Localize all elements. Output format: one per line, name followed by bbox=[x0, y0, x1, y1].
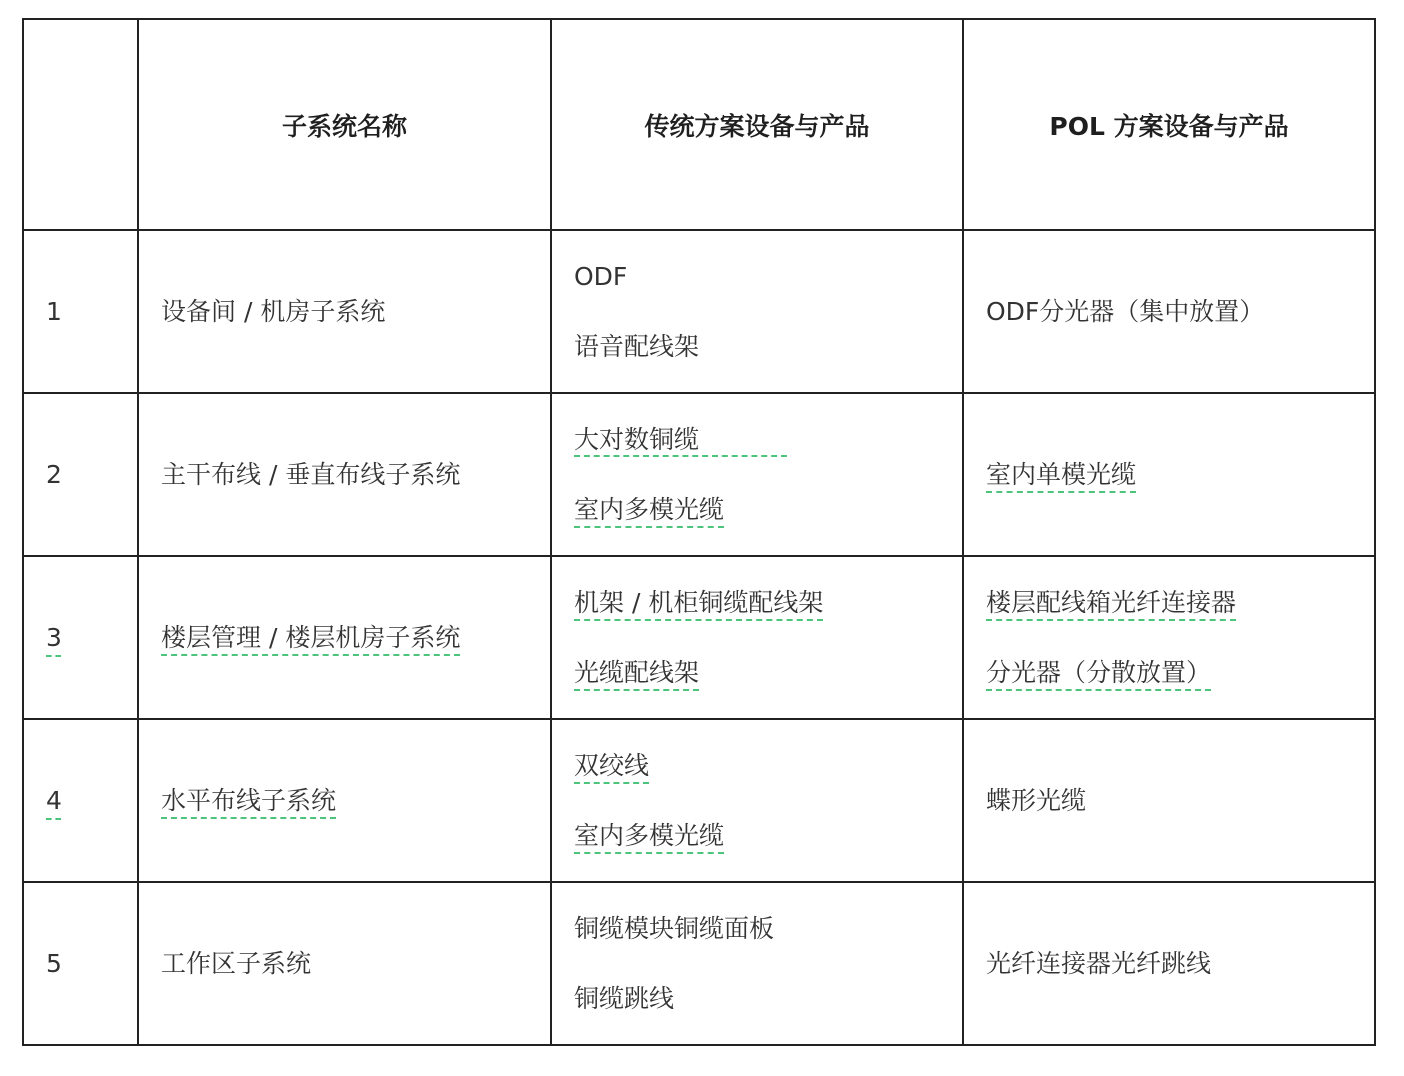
subsystem-name bbox=[138, 393, 551, 556]
table-row bbox=[23, 393, 1375, 556]
pol-cell bbox=[963, 556, 1375, 719]
row-number bbox=[23, 719, 138, 882]
subsystem-name-text: 工作区子系统 bbox=[161, 948, 312, 978]
row-number bbox=[23, 556, 138, 719]
pol-item: 室内单模光缆 bbox=[986, 459, 1137, 489]
pol-cell bbox=[963, 230, 1375, 393]
table-row bbox=[23, 719, 1375, 882]
pol-item: 分光器（分散放置） bbox=[986, 657, 1212, 687]
subsystem-name-text: 水平布线子系统 bbox=[161, 785, 337, 815]
pol-cell bbox=[963, 393, 1375, 556]
row-number: 2 bbox=[23, 393, 138, 556]
traditional-item: 室内多模光缆 bbox=[574, 820, 725, 850]
pol-item: ODF分光器（集中放置） bbox=[986, 296, 1265, 326]
pol-item: 蝶形光缆 bbox=[986, 785, 1087, 815]
traditional-item: 铜缆模块铜缆面板 bbox=[574, 913, 775, 943]
traditional-item: 机架 / 机柜铜缆配线架 bbox=[574, 587, 824, 617]
traditional-item: ODF bbox=[574, 261, 628, 291]
traditional-item: 室内多模光缆 bbox=[574, 494, 725, 524]
row-number-text: 3 bbox=[46, 623, 62, 652]
table-row bbox=[23, 556, 1375, 719]
header-traditional: 传统方案设备与产品 bbox=[551, 19, 963, 230]
subsystem-name-text: 主干布线 / 垂直布线子系统 bbox=[161, 459, 461, 489]
row-number: 5 bbox=[23, 882, 138, 1045]
row-number-text: 4 bbox=[46, 786, 62, 815]
traditional-item: 语音配线架 bbox=[574, 331, 700, 361]
traditional-item: 大对数铜缆 bbox=[574, 425, 787, 457]
table-header-row bbox=[23, 19, 1375, 230]
subsystem-name bbox=[138, 230, 551, 393]
header-pol: POL 方案设备与产品 bbox=[963, 19, 1375, 230]
pol-cell bbox=[963, 719, 1375, 882]
subsystem-name bbox=[138, 556, 551, 719]
table-row bbox=[23, 230, 1375, 393]
header-index bbox=[23, 19, 138, 230]
traditional-cell bbox=[551, 393, 963, 556]
pol-item: 光纤连接器光纤跳线 bbox=[986, 948, 1212, 978]
header-subsystem: 子系统名称 bbox=[138, 19, 551, 230]
traditional-item: 双绞线 bbox=[574, 750, 650, 780]
pol-cell bbox=[963, 882, 1375, 1045]
traditional-cell bbox=[551, 882, 963, 1045]
subsystem-name-text: 设备间 / 机房子系统 bbox=[161, 296, 386, 326]
traditional-cell bbox=[551, 556, 963, 719]
traditional-item: 铜缆跳线 bbox=[574, 983, 675, 1013]
traditional-item: 光缆配线架 bbox=[574, 657, 700, 687]
subsystem-name bbox=[138, 882, 551, 1045]
subsystem-name-text: 楼层管理 / 楼层机房子系统 bbox=[161, 622, 461, 652]
traditional-cell bbox=[551, 230, 963, 393]
comparison-table bbox=[22, 18, 1376, 1046]
table-row bbox=[23, 882, 1375, 1045]
traditional-cell bbox=[551, 719, 963, 882]
subsystem-name bbox=[138, 719, 551, 882]
row-number: 1 bbox=[23, 230, 138, 393]
pol-item: 楼层配线箱光纤连接器 bbox=[986, 587, 1237, 617]
